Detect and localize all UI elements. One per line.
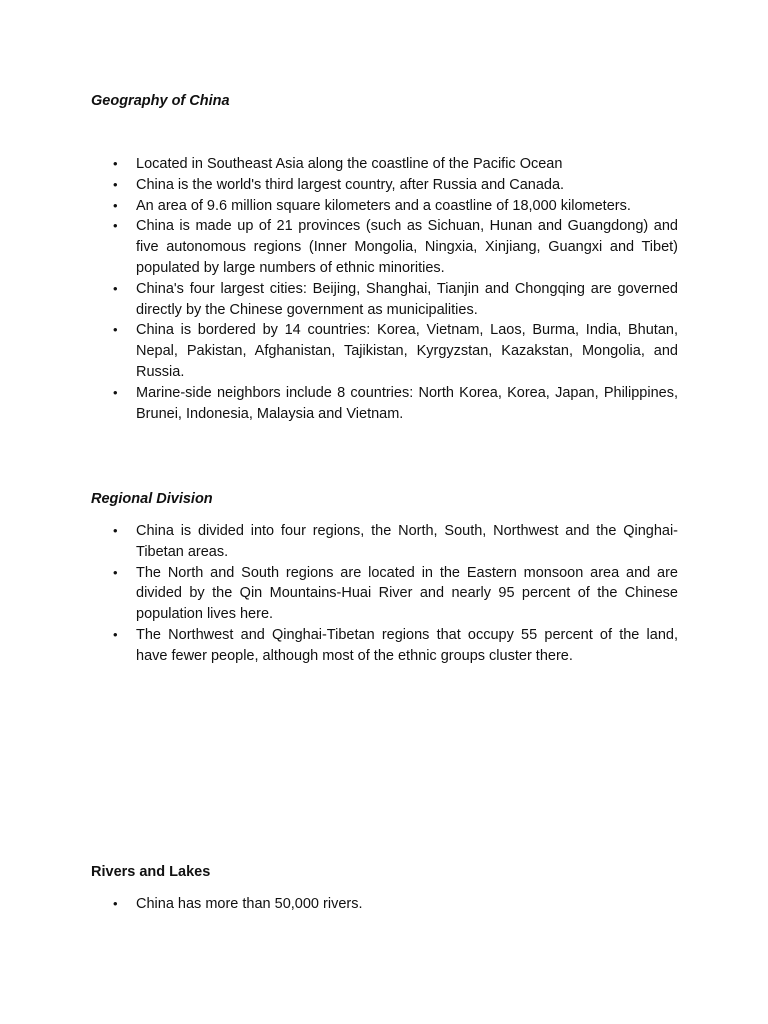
section-heading-rivers: Rivers and Lakes [91, 864, 211, 880]
bullet-list-geography [91, 154, 678, 424]
list-item-text: China has more than 50,000 rivers. [136, 896, 363, 912]
list-item-text: Marine-side neighbors include 8 countries: North Korea, Korea, Japan, Philippines, Brunei, Indonesia, Malaysia and Vietnam. [136, 384, 678, 422]
list-item-text: China is made up of 21 provinces (such as Sichuan, Hunan and Guangdong) and five autonomous regions (Inner Mongolia, Ningxia, Xinjiang, Guangxi and Tibet) populated by large numbers of ethnic minorities. [136, 218, 678, 276]
bullet-list-rivers [91, 894, 678, 915]
list-item [91, 383, 678, 425]
list-item-text: China is divided into four regions, the North, South, Northwest and the Qinghai-Tibetan areas. [136, 523, 678, 560]
bullet-icon: • [113, 322, 118, 338]
bullet-icon: • [113, 564, 118, 580]
bullet-icon: • [113, 626, 118, 642]
section-heading-geography: Geography of China [91, 93, 230, 109]
bullet-list-regional [91, 521, 678, 667]
bullet-icon: • [113, 384, 118, 400]
list-item [91, 521, 678, 563]
list-item-text: An area of 9.6 million square kilometers and a coastline of 18,000 kilometers. [136, 197, 631, 214]
list-item [91, 563, 678, 625]
list-item-text: The North and South regions are located in the Eastern monsoon area and are divided by the Qin Mountains-Huai River and nearly 95 percent of the Chinese population lives here. [136, 564, 678, 623]
list-item [91, 154, 678, 175]
list-item [91, 894, 678, 915]
list-item-text: Located in Southeast Asia along the coastline of the Pacific Ocean [136, 156, 563, 172]
bullet-icon: • [113, 176, 118, 192]
section-heading-regional: Regional Division [91, 491, 213, 507]
list-item [91, 625, 678, 667]
list-item [91, 175, 678, 196]
bullet-icon: • [113, 156, 118, 171]
bullet-icon: • [113, 896, 118, 911]
list-item [91, 196, 678, 217]
bullet-icon: • [113, 218, 118, 234]
list-item-text: The Northwest and Qinghai-Tibetan regions that occupy 55 percent of the land, have fewer people, although most of the ethnic groups cluster there. [136, 626, 678, 664]
bullet-icon: • [113, 523, 118, 538]
list-item-text: China is the world's third largest country, after Russia and Canada. [136, 176, 565, 193]
bullet-icon: • [113, 280, 118, 296]
bullet-icon: • [113, 197, 118, 213]
list-item-text: China's four largest cities: Beijing, Shanghai, Tianjin and Chongqing are governed directly by the Chinese government as municipalities. [136, 280, 678, 318]
list-item [91, 216, 678, 278]
list-item-text: China is bordered by 14 countries: Korea, Vietnam, Laos, Burma, India, Bhutan, Nepal, Pakistan, Afghanistan, Tajikistan, Kyrgyzstan, Kazakstan, Mongolia, and Russia. [136, 322, 678, 380]
list-item [91, 320, 678, 382]
list-item [91, 279, 678, 321]
